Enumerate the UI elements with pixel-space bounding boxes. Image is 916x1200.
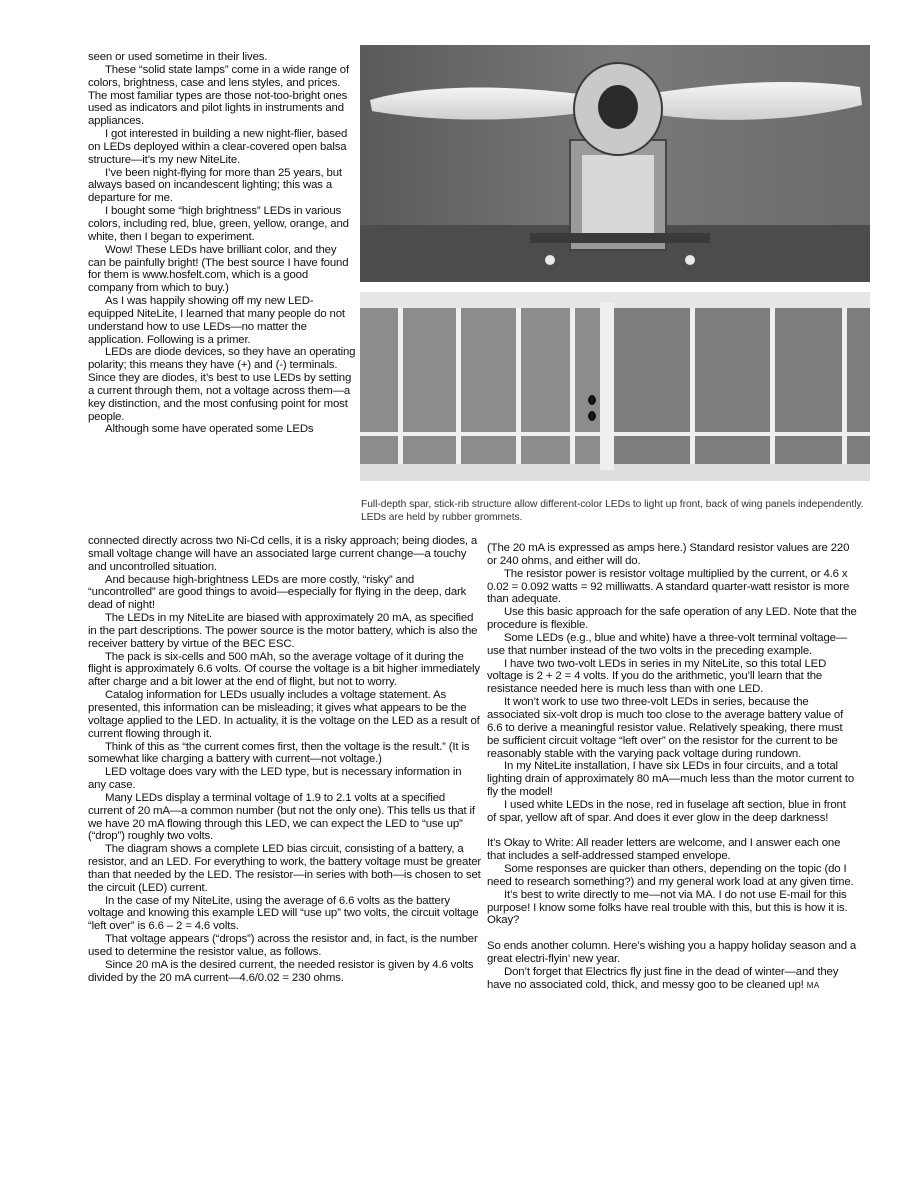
paragraph: And because high-brightness LEDs are more costly, “risky” and “uncontrolled” are good things to avoid—especially for flying in the deep, dark dead of night! (88, 573, 467, 612)
paragraph: seen or used sometime in their lives. (88, 51, 268, 63)
paragraph: Use this basic approach for the safe operation of any LED. Note that the procedure is flexible. (487, 606, 857, 632)
paragraph: Wow! These LEDs have brilliant color, and they can be painfully bright! (The best source I have found for them is www.hosfelt.com, which is a good company from which to buy.) (88, 243, 349, 295)
paragraph: The resistor power is resistor voltage multiplied by the current, or 4.6 x 0.02 = 0.092 watts = 92 milliwatts. A standard quarter-watt resistor is more than adequate. (487, 567, 850, 606)
column-left-bottom (88, 535, 482, 985)
paragraph: LED voltage does vary with the LED type, but is necessary information in any case. (88, 766, 462, 792)
paragraph: Don’t forget that Electrics fly just fine in the dead of winter—and they have no associated cold, thick, and messy goo to be cleaned up! MA (487, 965, 839, 991)
paragraph: In the case of my NiteLite, using the average of 6.6 volts as the battery voltage and knowing this example LED will “use up” two volts, the circuit voltage “left over” is 6.6 – 2 = 4.6 volts. (88, 894, 479, 933)
paragraph: I bought some “high brightness” LEDs in various colors, including red, blue, green, yellow, orange, and white, then I began to experiment. (88, 205, 349, 243)
propeller-photo (360, 45, 870, 282)
paragraph: It’s Okay to Write: All reader letters are welcome, and I answer each one that includes a self-addressed stamped envelope. (487, 837, 841, 863)
paragraph: I got interested in building a new night-flier, based on LEDs deployed within a clear-covered open balsa structure—it’s my new NiteLite. (88, 128, 348, 166)
column-right (487, 542, 857, 993)
paragraph: Some LEDs (e.g., blue and white) have a three-volt terminal voltage—use that number instead of the two volts in the preceding example. (487, 631, 848, 657)
paragraph: I have two two-volt LEDs in series in my NiteLite, so this total LED voltage is 2 + 2 = 4 volts. If you do the arithmetic, you’ll learn that the resistance needed here is much less than with one LED. (487, 657, 827, 696)
paragraph: LEDs are diode devices, so they have an operating polarity; this means they have (+) and (-) terminals. Since they are diodes, it’s best to use LEDs by setting a current through them, not a voltage across them—a key distinction, and the most confusing point for most people. (88, 346, 356, 423)
paragraph: Catalog information for LEDs usually includes a voltage statement. As presented, this information can be misleading; it gives what appears to be the voltage applied to the LED. In actuality, it is the voltage on the LED as a result of current flowing through it. (88, 689, 480, 740)
end-signature: MA (806, 980, 820, 990)
paragraph: It won’t work to use two three-volt LEDs in series, because the associated six-volt drop is much too close to the average battery value of 6.6 to derive a meaningful resistor value. Relatively speaking, there must be sufficient circuit voltage “left over” on the resistor for the current to be reasonably stable with the varying pack voltage during rundown. (487, 696, 844, 760)
column-left-top (88, 51, 356, 436)
paragraph: The pack is six-cells and 500 mAh, so the average voltage of it during the flight is approximately 6.6 volts. Of course the voltage is a bit higher immediately after charge and a bit lower at the end of flight, but not to worry. (88, 650, 480, 689)
paragraph: (The 20 mA is expressed as amps here.) Standard resistor values are 220 or 240 ohms, and either will do. (487, 542, 850, 567)
paragraph: As I was happily showing off my new LED-equipped NiteLite, I learned that many people do not understand how to use LEDs—no matter the application. Following is a primer. (88, 295, 345, 346)
paragraph: Since 20 mA is the desired current, the needed resistor is given by 4.6 volts divided by the 20 mA current—4.6/0.02 = 230 ohms. (88, 958, 474, 984)
photo-caption: Full-depth spar, stick-rib structure allow different-color LEDs to light up front, back of wing panels independently. LEDs are held by rubber grommets. (361, 499, 864, 524)
paragraph-gap (487, 825, 857, 838)
paragraph-gap (487, 927, 857, 940)
paragraph: That voltage appears (“drops”) across the resistor and, in fact, is the number used to determine the resistor value, as follows. (88, 933, 478, 958)
paragraph: So ends another column. Here’s wishing you a happy holiday season and a great electri-flyin’ new year. (487, 940, 857, 965)
wing-structure-photo (360, 292, 870, 481)
paragraph: Think of this as “the current comes first, then the voltage is the result.” (It is somewhat like charging a battery with current—not voltage.) (88, 740, 470, 766)
paragraph: The diagram shows a complete LED bias circuit, consisting of a battery, a resistor, and an LED. For everything to work, the battery voltage must be greater than that needed by the LED. The resistor—in series with both—is chosen to set the circuit (LED) current. (88, 843, 482, 894)
paragraph: The LEDs in my NiteLite are biased with approximately 20 mA, as specified in the part descriptions. The power source is the motor battery, which is also the receiver battery by virtue of the BEC ESC. (88, 612, 478, 650)
paragraph: In my NiteLite installation, I have six LEDs in four circuits, and a total lighting drain of approximately 80 mA—much less than the motor current to fly the model! (487, 760, 855, 799)
paragraph: connected directly across two Ni-Cd cells, it is a risky approach; being diodes, a small voltage change will have an associated large current change—a touchy and uncontrolled situation. (88, 535, 478, 573)
paragraph: I’ve been night-flying for more than 25 years, but always based on incandescent lighting; this was a departure for me. (88, 166, 342, 205)
paragraph: I used white LEDs in the nose, red in fuselage aft section, blue in front of spar, yellow aft of spar. And does it ever glow in the deep darkness! (487, 798, 846, 824)
paragraph: Although some have operated some LEDs (105, 423, 314, 436)
paragraph: Many LEDs display a terminal voltage of 1.9 to 2.1 volts at a specified current of 20 mA—a common number (but not the only one). This tells us that if we have 20 mA flowing through this LED, we can expect the LED to “use up” (“drop”) roughly two volts. (88, 791, 475, 843)
paragraph: These “solid state lamps” come in a wide range of colors, brightness, case and lens styles, and prices. The most familiar types are those not-too-bright ones used as indicators and pilot lights in instruments and appliances. (88, 63, 349, 128)
paragraph: Some responses are quicker than others, depending on the topic (do I need to research something?) and my general work load at any given time. (487, 863, 854, 888)
paragraph: It’s best to write directly to me—not via MA. I do not use E-mail for this purpose! I know some folks have real trouble with this, but this is how it is. Okay? (487, 888, 848, 927)
